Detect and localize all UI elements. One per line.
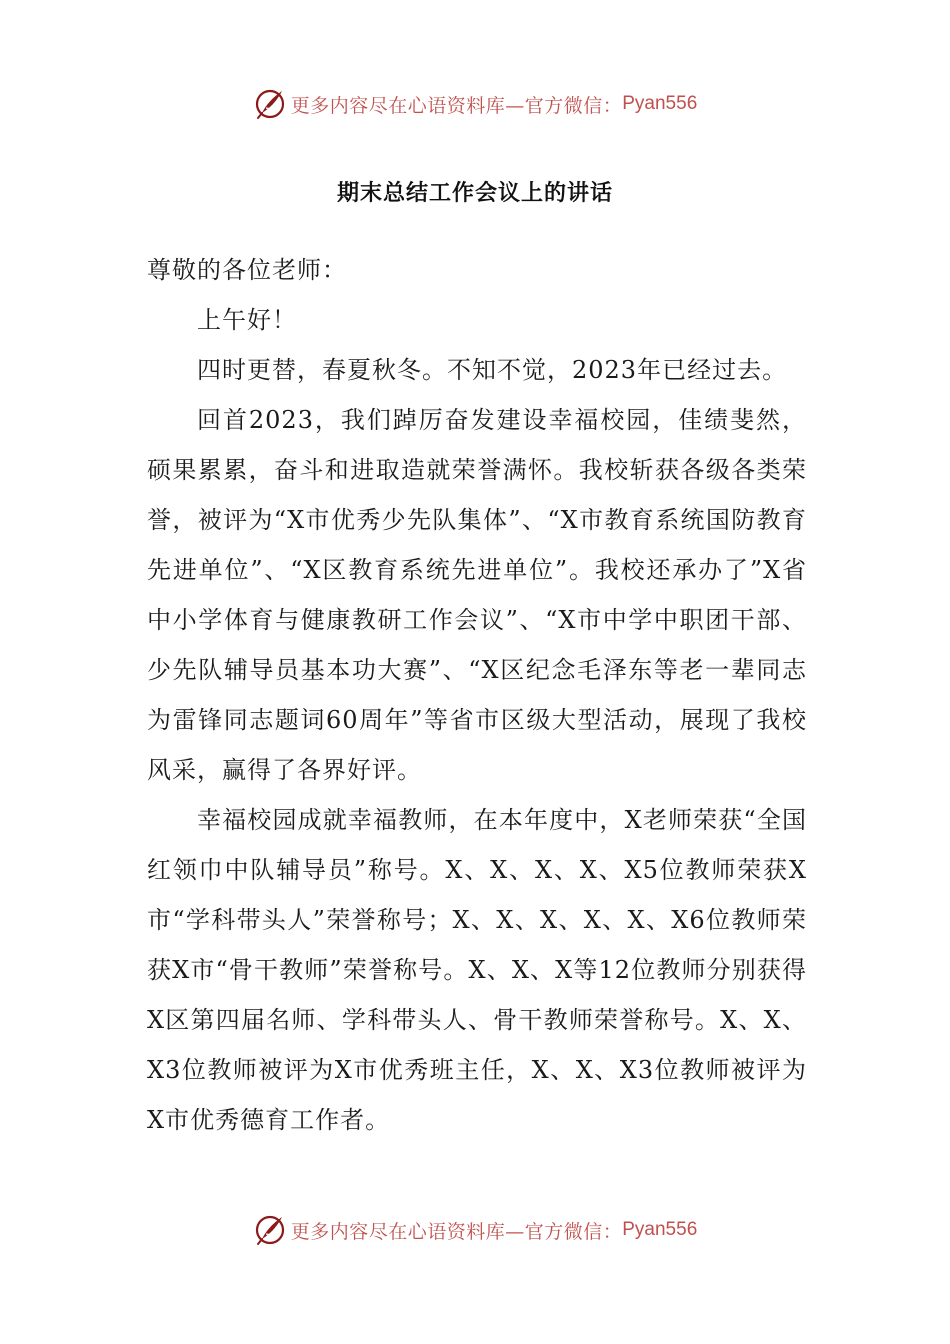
- banner-wechat-id: Pyan556: [622, 1219, 698, 1240]
- document-body: [147, 245, 807, 1145]
- body-paragraph: 四时更替，春夏秋冬。不知不觉，2023年已经过去。: [197, 356, 788, 384]
- banner-text: 更多内容尽在心语资料库—官方微信：: [290, 94, 623, 117]
- quill-pen-logo-icon: [253, 1213, 287, 1247]
- banner-text: 更多内容尽在心语资料库—官方微信：: [290, 1220, 623, 1243]
- body-paragraph: 幸福校园成就幸福教师，在本年度中，X老师荣获“全国红领巾中队辅导员”称号。X、X、X、X、X5位教师荣获X市“学科带头人”荣誉称号；X、X、X、X、X、X6位教师荣获X市“骨干教师”荣誉称号。X、X、X等12位教师分别获得X区第四届名师、学科带头人、骨干教师荣誉称号。X、X、X3位教师被评为X市优秀班主任，X、X、X3位教师被评为X市优秀德育工作者。: [147, 806, 807, 1134]
- body-paragraph: 回首2023，我们踔厉奋发建设幸福校园，佳绩斐然，硕果累累，奋斗和进取造就荣誉满怀。我校斩获各级各类荣誉，被评为“X市优秀少先队集体”、“X市教育系统国防教育先进单位”、“X区教育系统先进单位”。我校还承办了”X省中小学体育与健康教研工作会议”、“X市中学中职团干部、少先队辅导员基本功大赛”、“X区纪念毛泽东等老一辈同志为雷锋同志题词60周年”等省市区级大型活动，展现了我校风采，赢得了各界好评。: [147, 406, 807, 784]
- header-watermark-banner: [0, 84, 950, 124]
- document-title: 期末总结工作会议上的讲话: [336, 181, 613, 206]
- salutation: 尊敬的各位老师：: [147, 256, 347, 284]
- footer-watermark-banner: [0, 1210, 950, 1250]
- greeting: 上午好！: [197, 306, 297, 334]
- banner-wechat-id: Pyan556: [622, 93, 698, 114]
- quill-pen-logo-icon: [253, 87, 287, 121]
